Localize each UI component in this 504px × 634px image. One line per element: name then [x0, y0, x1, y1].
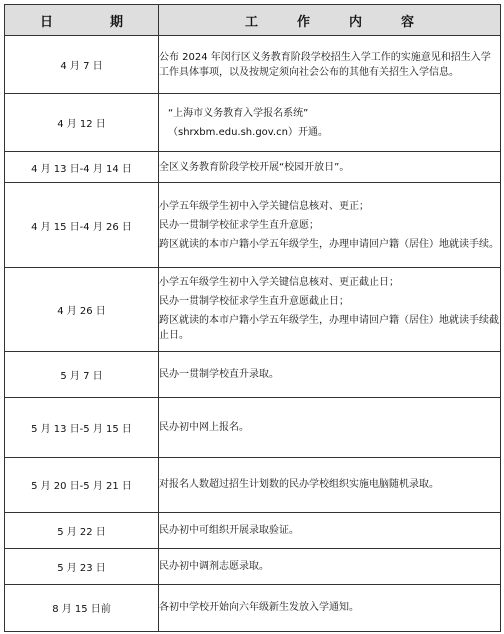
- row-date: 4 月 12 日: [5, 94, 159, 152]
- work-item: 民办初中可组织开展录取验证。: [159, 524, 299, 536]
- work-item: 小学五年级学生初中入学关键信息核对、更正；: [159, 200, 369, 212]
- work-item: 民办初中网上报名。: [159, 422, 249, 434]
- row-work-content: [159, 548, 501, 584]
- table-body: [5, 36, 501, 632]
- row-work-content: [159, 584, 501, 631]
- header-date: 日 期: [5, 5, 159, 36]
- work-item: 全区义务教育阶段学校开展“校园开放日”。: [159, 161, 350, 173]
- enrollment-schedule-table: [4, 4, 501, 632]
- work-item: 民办初中调剂志愿录取。: [159, 560, 269, 572]
- table-row: [5, 548, 501, 584]
- row-work-content: [159, 398, 501, 458]
- table-row: [5, 94, 501, 152]
- row-work-content: [159, 512, 501, 548]
- row-date: 4 月 13 日-4 月 14 日: [5, 152, 159, 183]
- work-item: 各初中学校开始向六年级新生发放入学通知。: [159, 602, 359, 614]
- table-row: [5, 152, 501, 183]
- table-header: [5, 5, 501, 36]
- table-row: [5, 267, 501, 351]
- work-item: （shrxbm.edu.sh.gov.cn）开通。: [168, 126, 328, 138]
- header-work-content: 工 作 内 容: [159, 5, 501, 36]
- row-date: 4 月 15 日-4 月 26 日: [5, 183, 159, 267]
- row-date: 5 月 7 日: [5, 352, 159, 398]
- table-row: [5, 458, 501, 512]
- work-item: “上海市义务教育入学报名系统”: [168, 107, 309, 119]
- row-date: 5 月 22 日: [5, 512, 159, 548]
- row-date: 5 月 23 日: [5, 548, 159, 584]
- table-row: [5, 398, 501, 458]
- table-row: [5, 183, 501, 267]
- row-date: 5 月 20 日-5 月 21 日: [5, 458, 159, 512]
- table-row: [5, 584, 501, 631]
- work-item: 跨区就读的本市户籍小学五年级学生，办理申请回户籍（居住）地就读手续。: [159, 238, 499, 250]
- table-row: [5, 36, 501, 94]
- row-work-content: [159, 94, 501, 152]
- table-row: [5, 512, 501, 548]
- row-date: 4 月 7 日: [5, 36, 159, 94]
- header-row: [5, 5, 501, 36]
- work-item: 民办一贯制学校征求学生直升意愿截止日；: [159, 296, 349, 308]
- row-work-content: [159, 36, 501, 94]
- work-item: 跨区就读的本市户籍小学五年级学生，办理申请回户籍（居住）地就读手续截止日。: [159, 315, 499, 342]
- row-work-content: [159, 352, 501, 398]
- row-date: 5 月 13 日-5 月 15 日: [5, 398, 159, 458]
- row-work-content: [159, 183, 501, 267]
- row-work-content: [159, 152, 501, 183]
- work-item: 小学五年级学生初中入学关键信息核对、更正截止日；: [159, 277, 399, 289]
- work-item: 民办一贯制学校征求学生直升意愿；: [159, 219, 319, 231]
- row-date: 4 月 26 日: [5, 267, 159, 351]
- row-work-content: [159, 458, 501, 512]
- work-item: 公布 2024 年闵行区义务教育阶段学校招生入学工作的实施意见和招生入学工作具体事项，以及按规定须向社会公布的其他有关招生入学信息。: [159, 51, 491, 78]
- table-row: [5, 352, 501, 398]
- row-date: 8 月 15 日前: [5, 584, 159, 631]
- work-item: 民办一贯制学校直升录取。: [159, 369, 279, 381]
- row-work-content: [159, 267, 501, 351]
- work-item: 对报名人数超过招生计划数的民办学校组织实施电脑随机录取。: [159, 479, 439, 491]
